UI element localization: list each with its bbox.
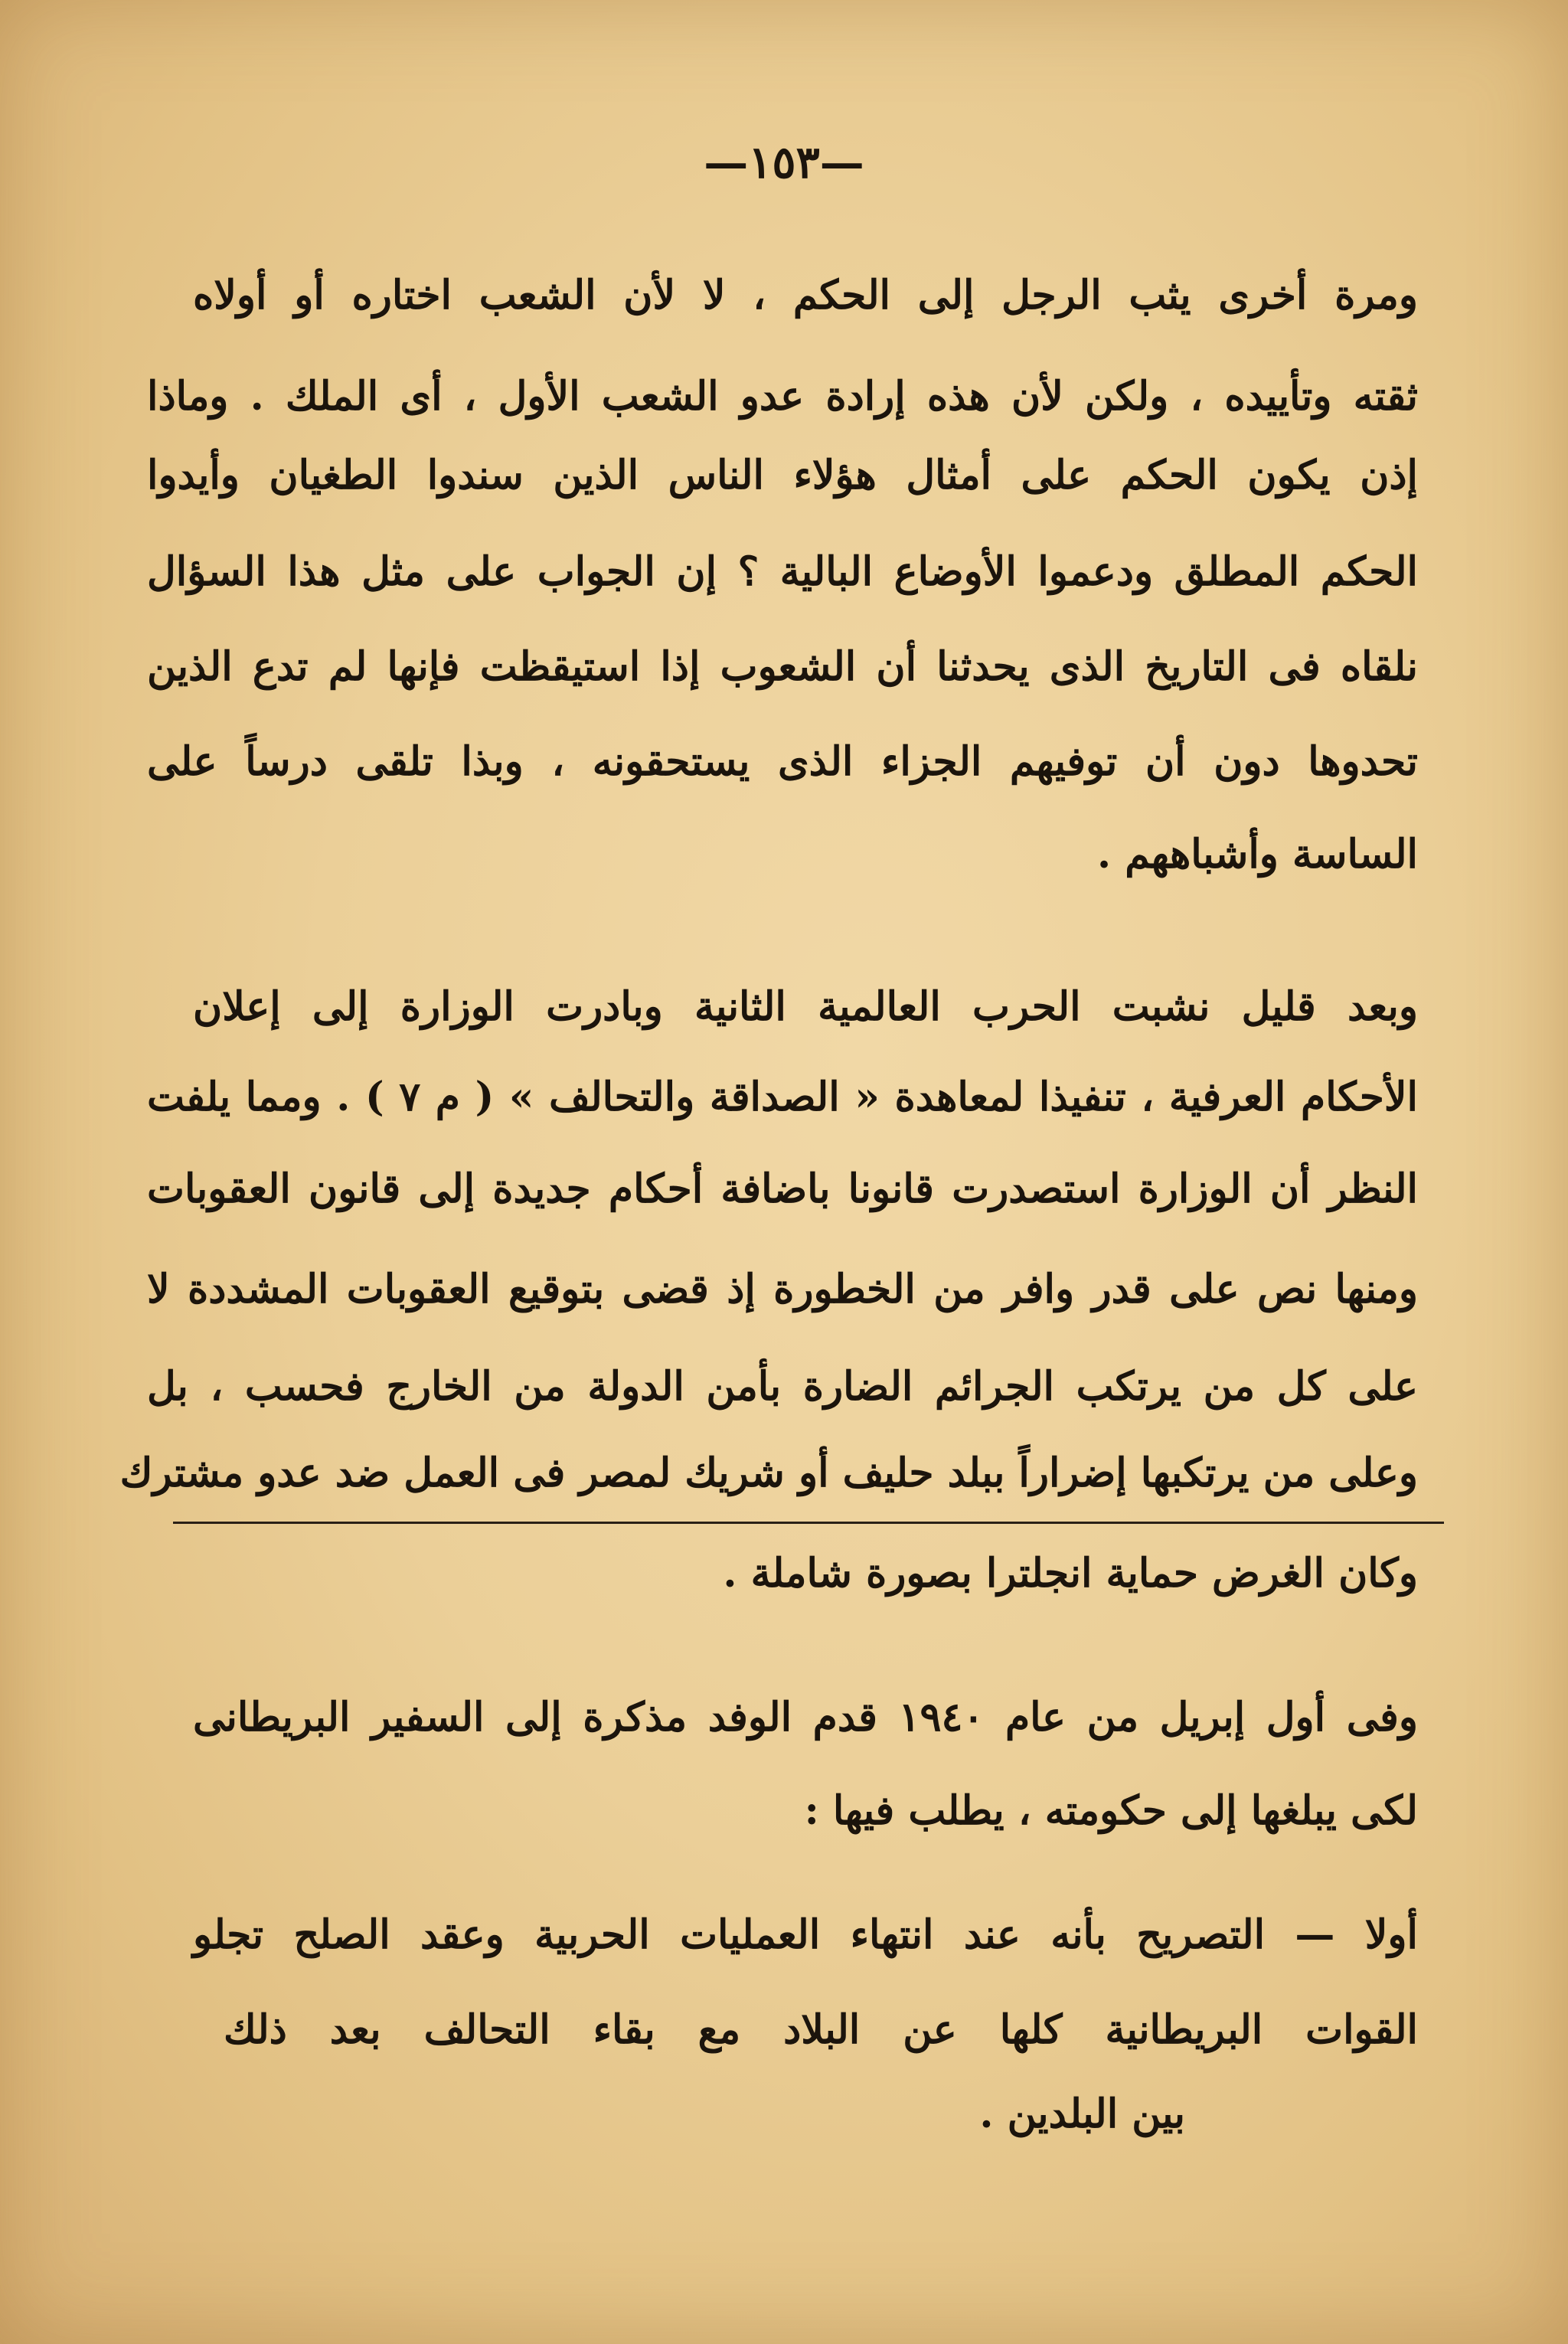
paragraph-1-line-3: إذن يكون الحكم على أمثال هؤلاء الناس الذين سندوا الطغيان وأيدوا: [147, 452, 1418, 499]
paragraph-2-line-6: وعلى من يرتكبها إضراراً ببلد حليف أو شريك لمصر فى العمل ضد عدو مشترك: [119, 1450, 1418, 1496]
paragraph-1-line-1: ومرة أخرى يثب الرجل إلى الحكم ، لا لأن الشعب اختاره أو أولاه: [193, 272, 1418, 319]
footnote-divider: [173, 1522, 1444, 1524]
paragraph-1-line-2: ثقته وتأييده ، ولكن لأن هذه إرادة عدو الشعب الأول ، أى الملك . وماذا: [147, 373, 1418, 420]
paragraph-1-line-4: الحكم المطلق ودعموا الأوضاع البالية ؟ إن الجواب على مثل هذا السؤال: [147, 548, 1418, 595]
paragraph-2-line-2: الأحكام العرفية ، تنفيذا لمعاهدة « الصداقة والتحالف » ( م ٧ ) . ومما يلفت: [147, 1074, 1419, 1120]
page-number: —١٥٣—: [704, 136, 864, 188]
paragraph-3-line-1: وفى أول إبريل من عام ١٩٤٠ قدم الوفد مذكرة إلى السفير البريطانى: [193, 1694, 1419, 1741]
paragraph-2-line-3: النظر أن الوزارة استصدرت قانونا باضافة أحكام جديدة إلى قانون العقوبات: [147, 1165, 1418, 1212]
paragraph-3-line-2: لكى يبلغها إلى حكومته ، يطلب فيها :: [804, 1787, 1418, 1834]
paragraph-2-line-4: ومنها نص على قدر وافر من الخطورة إذ قضى بتوقيع العقوبات المشددة لا: [147, 1266, 1418, 1313]
footnote-text: وكان الغرض حماية انجلترا بصورة شاملة .: [723, 1550, 1418, 1597]
paragraph-4-line-2: القوات البريطانية كلها عن البلاد مع بقاء التحالف بعد ذلك: [224, 2006, 1418, 2053]
paragraph-1-line-6: تحدوها دون أن توفيهم الجزاء الذى يستحقونه ، وبذا تلقى درساً على: [147, 738, 1418, 785]
paragraph-1-line-7: الساسة وأشباههم .: [1097, 831, 1418, 878]
paragraph-4-line-1: أولا — التصريح بأنه عند انتهاء العمليات الحربية وعقد الصلح تجلو: [193, 1911, 1418, 1958]
paragraph-4-line-3: بين البلدين .: [979, 2091, 1185, 2137]
paragraph-2-line-1: وبعد قليل نشبت الحرب العالمية الثانية وبادرت الوزارة إلى إعلان: [193, 983, 1418, 1030]
paragraph-2-line-5: على كل من يرتكب الجرائم الضارة بأمن الدولة من الخارج فحسب ، بل: [147, 1363, 1418, 1410]
paragraph-1-line-5: نلقاه فى التاريخ الذى يحدثنا أن الشعوب إذا استيقظت فإنها لم تدع الذين: [147, 643, 1418, 690]
